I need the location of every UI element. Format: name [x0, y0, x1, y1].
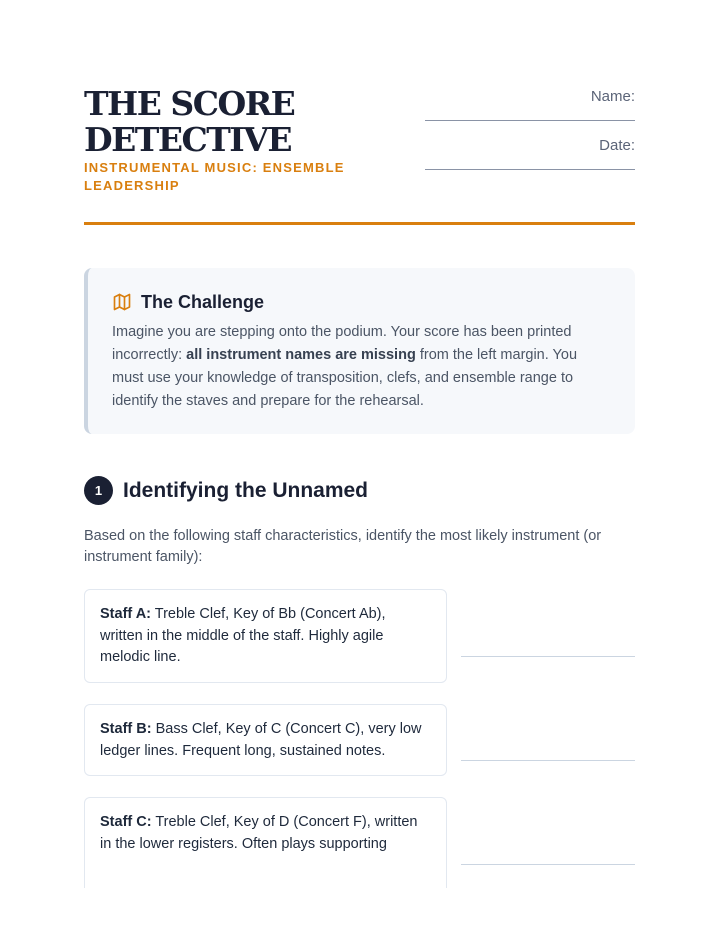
staff-details: Treble Clef, Key of D (Concert F), written in the lower registers. Often plays supporting	[100, 814, 418, 852]
staff-details: Treble Clef, Key of Bb (Concert Ab), written in the middle of the staff. Highly agile melodic line.	[100, 606, 386, 665]
header-divider	[84, 222, 635, 225]
worksheet-title	[84, 86, 384, 158]
staff-label: Staff B:	[100, 721, 152, 737]
title-line-2: DETECTIVE	[84, 120, 291, 159]
staff-label: Staff C:	[100, 814, 152, 830]
answer-line-b[interactable]	[461, 760, 635, 761]
map-icon	[112, 292, 132, 312]
challenge-text-end: from the left margin. You must use your knowledge of transposition, clefs, and ensemble range to identify the staves and prepare for the rehearsal.	[112, 347, 578, 409]
page-bottom-margin	[0, 888, 720, 932]
section-number-badge: 1	[84, 476, 113, 505]
staff-description	[100, 812, 432, 855]
date-line[interactable]	[425, 169, 635, 170]
answer-line-a[interactable]	[461, 656, 635, 657]
name-label: Name:	[590, 88, 635, 105]
worksheet-header	[84, 86, 635, 226]
challenge-title: The Challenge	[141, 292, 265, 312]
answer-line-c[interactable]	[461, 864, 635, 865]
staff-label: Staff A:	[100, 606, 152, 622]
name-line[interactable]	[425, 120, 635, 121]
challenge-text	[112, 321, 612, 413]
worksheet-subtitle: INSTRUMENTAL MUSIC: ENSEMBLE LEADERSHIP	[84, 160, 345, 193]
staff-description	[100, 604, 432, 669]
staff-card-b	[84, 704, 447, 776]
title-line-1: THE SCORE	[84, 84, 295, 123]
challenge-text-start: Imagine you are stepping onto the podium. Your score has been printed incorrectly:	[112, 324, 572, 363]
staff-card-a	[84, 589, 447, 683]
section-instructions: Based on the following staff characteristics, identify the most likely instrument (or instrument family):	[84, 528, 602, 565]
staff-details: Bass Clef, Key of C (Concert C), very low ledger lines. Frequent long, sustained notes.	[100, 721, 422, 759]
date-label: Date:	[599, 137, 635, 154]
staff-description	[100, 719, 432, 762]
challenge-box	[84, 268, 635, 434]
name-field[interactable]	[425, 86, 635, 135]
section-title: Identifying the Unnamed	[123, 479, 369, 502]
challenge-text-emphasis: all instrument names are missing	[186, 347, 416, 363]
student-info-fields	[425, 86, 635, 184]
date-field[interactable]	[425, 135, 635, 184]
